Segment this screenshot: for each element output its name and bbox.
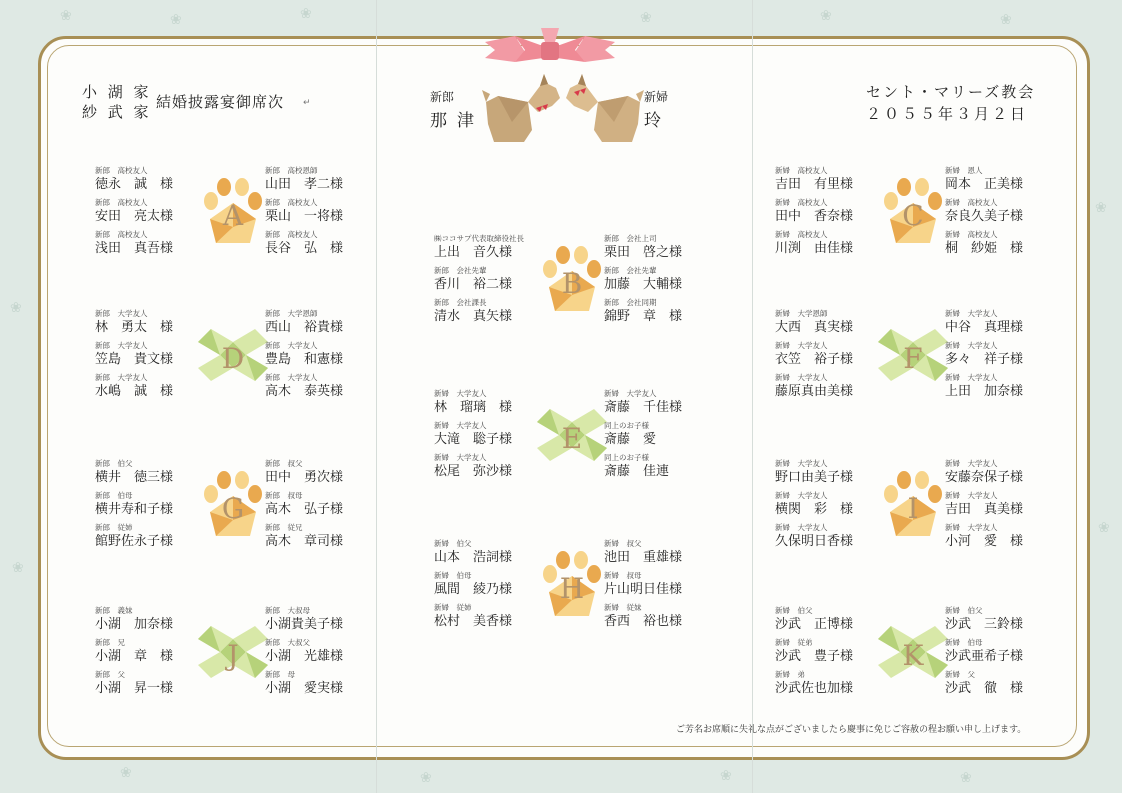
guest-name: 安藤奈保子様 [945, 470, 1024, 485]
table-letter: C [902, 199, 924, 232]
guest-entry [95, 605, 205, 637]
guest-relation: 新婦 伯父 [945, 606, 983, 615]
guest-entry [945, 165, 1055, 197]
paw-pattern-icon: ❀ [820, 8, 832, 24]
guest-entry [434, 452, 544, 484]
paw-pattern-icon: ❀ [170, 12, 182, 28]
guest-entry [265, 605, 375, 637]
paw-pattern-icon: ❀ [12, 560, 24, 576]
guest-relation: 新郎 大叔母 [265, 606, 310, 615]
guest-entry [604, 233, 714, 265]
guest-relation: 新婦 叔母 [604, 571, 642, 580]
guest-entry [945, 197, 1055, 229]
guest-relation: 新婦 弟 [775, 670, 805, 679]
paw-pattern-icon: ❀ [60, 8, 72, 24]
guest-entry [434, 265, 544, 297]
venue-name: セント・マリーズ教会 [866, 83, 1036, 101]
guest-entry [945, 308, 1055, 340]
paw-print-icon [198, 177, 268, 247]
guest-entry [775, 340, 885, 372]
guest-column-right [945, 458, 1055, 554]
guest-relation: 新婦 大学友人 [945, 523, 998, 532]
table-g [95, 458, 375, 568]
guest-name: 田中 勇次様 [265, 470, 344, 485]
guest-name: 松尾 弥沙様 [434, 464, 513, 479]
guest-name: 斎藤 佳連 [604, 464, 670, 479]
guest-entry [945, 605, 1055, 637]
guest-entry [945, 229, 1055, 261]
guest-column-left [95, 165, 205, 261]
guest-name: 桐 紗姫 様 [945, 241, 1024, 256]
guest-relation: 新婦 従妹 [604, 603, 642, 612]
guest-column-right [604, 233, 714, 329]
guest-name: 沙武 正博様 [775, 617, 854, 632]
table-letter: D [221, 342, 245, 375]
diamond-cross-icon [198, 320, 268, 390]
paw-pattern-icon: ❀ [640, 10, 652, 26]
guest-relation: 新郎 大叔父 [265, 638, 310, 647]
guest-name: 小湖貴美子様 [265, 617, 344, 632]
guest-entry [95, 522, 205, 554]
footer-note: ご芳名お席順に失礼な点がございましたら慶事に免じご容赦の程お願い申し上げます。 [676, 725, 1027, 735]
guest-relation: 新婦 大学友人 [775, 341, 828, 350]
diamond-cross-icon [537, 400, 607, 470]
guest-relation: 新郎 叔母 [265, 491, 303, 500]
guest-name: 横井 徳三様 [95, 470, 174, 485]
paw-print-icon [537, 245, 607, 315]
wedding-date: ２０５５年３月２日 [866, 105, 1029, 123]
guest-name: 中谷 真理様 [945, 320, 1024, 335]
guest-entry [775, 308, 885, 340]
guest-name: 山本 浩詞様 [434, 550, 513, 565]
guest-relation: 新婦 父 [945, 670, 975, 679]
guest-entry [604, 570, 714, 602]
guest-name: 沙武亜希子様 [945, 649, 1024, 664]
guest-entry [95, 490, 205, 522]
guest-entry [775, 637, 885, 669]
diamond-cross-icon [198, 617, 268, 687]
guest-entry [434, 570, 544, 602]
guest-relation: 新郎 大学友人 [265, 373, 318, 382]
guest-entry [265, 229, 375, 261]
guest-name: 久保明日香様 [775, 534, 854, 549]
guest-name: 笠島 貴文様 [95, 352, 174, 367]
guest-relation: 新婦 伯母 [434, 571, 472, 580]
guest-entry [775, 490, 885, 522]
bride-family: 紗 武 家 [82, 103, 152, 121]
guest-relation: 新郎 従姉 [95, 523, 133, 532]
guest-relation: 同上のお子様 [604, 453, 649, 462]
guest-column-right [604, 388, 714, 484]
guest-relation: 新婦 大学友人 [434, 421, 487, 430]
guest-column-left [95, 605, 205, 701]
guest-entry [945, 637, 1055, 669]
guest-name: 吉田 有里様 [775, 177, 854, 192]
guest-name: 横井寿和子様 [95, 502, 174, 517]
guest-entry [775, 605, 885, 637]
guest-relation: 新郎 大学友人 [95, 309, 148, 318]
guest-name: 上出 音久様 [434, 245, 513, 260]
paw-pattern-icon: ❀ [300, 6, 312, 22]
guest-entry [945, 340, 1055, 372]
guest-relation: 新郎 高校友人 [95, 230, 148, 239]
guest-column-left [775, 458, 885, 554]
groom-dog-icon [482, 72, 562, 144]
return-mark: ↵ [303, 98, 311, 108]
guest-entry [434, 388, 544, 420]
guest-name: 斎藤 愛 [604, 432, 657, 447]
guest-entry [775, 229, 885, 261]
table-letter: F [903, 342, 923, 375]
guest-name: 香西 裕也様 [604, 614, 683, 629]
guest-column-right [265, 605, 375, 701]
guest-name: 浅田 真吾様 [95, 241, 174, 256]
guest-name: 小湖 昇一様 [95, 681, 174, 696]
guest-entry [95, 372, 205, 404]
guest-relation: 新郎 伯父 [95, 459, 133, 468]
guest-entry [265, 458, 375, 490]
guest-column-left [775, 605, 885, 701]
guest-entry [265, 490, 375, 522]
guest-name: 片山明日佳様 [604, 582, 683, 597]
guest-column-left [434, 538, 544, 634]
guest-entry [945, 669, 1055, 701]
page-divider [752, 0, 753, 793]
guest-name: 沙武 豊子様 [775, 649, 854, 664]
groom-name: 那津 [430, 111, 484, 131]
groom-role: 新郎 [430, 90, 455, 104]
guest-entry [775, 458, 885, 490]
guest-name: 田中 香奈様 [775, 209, 854, 224]
paw-print-icon [878, 177, 948, 247]
table-letter: A [222, 199, 244, 232]
family-names [82, 82, 152, 122]
guest-name: 衣笠 裕子様 [775, 352, 854, 367]
guest-name: 高木 泰英様 [265, 384, 344, 399]
guest-name: 横関 彩 様 [775, 502, 854, 517]
guest-relation: 新郎 高校友人 [95, 198, 148, 207]
guest-relation: 新郎 高校友人 [265, 198, 318, 207]
paw-pattern-icon: ❀ [1098, 520, 1110, 536]
guest-relation: 新婦 従弟 [775, 638, 813, 647]
guest-relation: 新婦 高校友人 [945, 198, 998, 207]
guest-entry [775, 165, 885, 197]
table-letter: E [561, 422, 583, 455]
guest-name: 西山 裕貴様 [265, 320, 344, 335]
guest-name: 栗田 啓之様 [604, 245, 683, 260]
guest-name: 吉田 真美様 [945, 502, 1024, 517]
guest-relation: 新婦 高校友人 [775, 198, 828, 207]
table-a [95, 165, 375, 275]
guest-name: 水嶋 誠 様 [95, 384, 174, 399]
guest-relation: 新婦 従姉 [434, 603, 472, 612]
ribbon-icon [485, 26, 615, 76]
guest-name: 上田 加奈様 [945, 384, 1024, 399]
table-letter: H [559, 572, 585, 605]
guest-entry [95, 165, 205, 197]
guest-entry [265, 308, 375, 340]
paw-pattern-icon: ❀ [1000, 12, 1012, 28]
guest-column-right [265, 308, 375, 404]
guest-entry [604, 602, 714, 634]
guest-relation: 新郎 大学友人 [95, 373, 148, 382]
guest-name: 小湖 加奈様 [95, 617, 174, 632]
guest-entry [265, 669, 375, 701]
guest-name: 清水 真矢様 [434, 309, 513, 324]
guest-entry [604, 388, 714, 420]
guest-entry [945, 522, 1055, 554]
guest-name: 館野佐永子様 [95, 534, 174, 549]
paw-print-icon [198, 470, 268, 540]
guest-entry [604, 452, 714, 484]
guest-relation: 新郎 会社先輩 [604, 266, 657, 275]
guest-relation: 新郎 伯母 [95, 491, 133, 500]
guest-entry [945, 372, 1055, 404]
guest-entry [604, 265, 714, 297]
guest-relation: 新婦 大学友人 [945, 309, 998, 318]
guest-column-left [775, 165, 885, 261]
guest-name: 栗山 一将様 [265, 209, 344, 224]
guest-entry [265, 197, 375, 229]
guest-name: 安田 亮太様 [95, 209, 174, 224]
guest-relation: 新郎 兄 [95, 638, 125, 647]
guest-name: 藤原真由美様 [775, 384, 854, 399]
guest-relation: 新婦 大学友人 [775, 523, 828, 532]
guest-entry [775, 372, 885, 404]
guest-relation: 新郎 義妹 [95, 606, 133, 615]
table-j [95, 605, 375, 715]
guest-column-left [434, 233, 544, 329]
table-c [775, 165, 1055, 275]
guest-column-left [95, 458, 205, 554]
guest-name: 小河 愛 様 [945, 534, 1024, 549]
guest-relation: 新郎 会社先輩 [434, 266, 487, 275]
guest-relation: 新郎 母 [265, 670, 295, 679]
guest-relation: 同上のお子様 [604, 421, 649, 430]
guest-entry [265, 165, 375, 197]
groom-family: 小 湖 家 [82, 83, 152, 101]
table-letter: G [221, 492, 245, 525]
bride-role: 新婦 [644, 90, 669, 104]
table-i [775, 458, 1055, 568]
guest-entry [775, 522, 885, 554]
guest-entry [265, 637, 375, 669]
guest-entry [95, 308, 205, 340]
event-title: 結婚披露宴御席次 [156, 93, 285, 111]
guest-name: 加藤 大輔様 [604, 277, 683, 292]
guest-entry [434, 420, 544, 452]
guest-relation: 新郎 会社上司 [604, 234, 657, 243]
guest-relation: 新婦 恩人 [945, 166, 983, 175]
guest-name: 徳永 誠 様 [95, 177, 174, 192]
guest-entry [604, 538, 714, 570]
guest-name: 高木 弘子様 [265, 502, 344, 517]
guest-relation: 新婦 大学友人 [775, 491, 828, 500]
guest-entry [265, 522, 375, 554]
guest-relation: 新郎 会社同期 [604, 298, 657, 307]
guest-relation: 新婦 大学友人 [434, 389, 487, 398]
paw-pattern-icon: ❀ [420, 770, 432, 786]
paw-print-icon [537, 550, 607, 620]
guest-relation: 新郎 従兄 [265, 523, 303, 532]
guest-relation: 新郎 大学友人 [265, 341, 318, 350]
guest-name: 野口由美子様 [775, 470, 854, 485]
paw-pattern-icon: ❀ [720, 768, 732, 784]
guest-entry [95, 669, 205, 701]
guest-name: 多々 祥子様 [945, 352, 1024, 367]
guest-name: 豊島 和憲様 [265, 352, 344, 367]
paw-pattern-icon: ❀ [960, 770, 972, 786]
guest-name: 沙武 三鈴様 [945, 617, 1024, 632]
guest-relation: 新婦 大学友人 [604, 389, 657, 398]
guest-name: 小湖 章 様 [95, 649, 174, 664]
guest-relation: 新婦 大学友人 [775, 373, 828, 382]
guest-relation: 新婦 大学恩師 [775, 309, 828, 318]
guest-relation: 新婦 伯母 [945, 638, 983, 647]
table-b [434, 233, 714, 343]
guest-relation: 新婦 大学友人 [775, 459, 828, 468]
guest-relation: 新郎 大学恩師 [265, 309, 318, 318]
guest-name: 林 勇太 様 [95, 320, 174, 335]
guest-relation: 新婦 大学友人 [945, 491, 998, 500]
table-h [434, 538, 714, 648]
guest-relation: 新婦 伯父 [434, 539, 472, 548]
guest-column-left [95, 308, 205, 404]
table-e [434, 388, 714, 498]
guest-column-left [434, 388, 544, 484]
guest-entry [265, 340, 375, 372]
guest-entry [434, 538, 544, 570]
guest-entry [945, 490, 1055, 522]
guest-relation: 新郎 大学友人 [95, 341, 148, 350]
guest-relation: 新郎 会社課長 [434, 298, 487, 307]
guest-column-right [604, 538, 714, 634]
guest-relation: 新婦 高校友人 [775, 230, 828, 239]
guest-relation: 新婦 伯父 [775, 606, 813, 615]
guest-relation: 新婦 叔父 [604, 539, 642, 548]
guest-relation: ㈱ココサプ代表取締役社長 [434, 234, 524, 243]
guest-name: 大滝 聡子様 [434, 432, 513, 447]
guest-name: 山田 孝二様 [265, 177, 344, 192]
guest-entry [95, 637, 205, 669]
guest-relation: 新郎 高校友人 [95, 166, 148, 175]
guest-name: 小湖 愛実様 [265, 681, 344, 696]
guest-column-left [775, 308, 885, 404]
diamond-cross-icon [878, 617, 948, 687]
guest-name: 錦野 章 様 [604, 309, 683, 324]
guest-entry [95, 229, 205, 261]
guest-name: 池田 重雄様 [604, 550, 683, 565]
guest-relation: 新婦 高校友人 [945, 230, 998, 239]
guest-name: 岡本 正美様 [945, 177, 1024, 192]
guest-column-right [945, 308, 1055, 404]
paw-pattern-icon: ❀ [1095, 200, 1107, 216]
guest-name: 香川 裕二様 [434, 277, 513, 292]
guest-column-right [945, 605, 1055, 701]
guest-name: 長谷 弘 様 [265, 241, 344, 256]
guest-entry [95, 197, 205, 229]
guest-relation: 新郎 父 [95, 670, 125, 679]
guest-entry [265, 372, 375, 404]
guest-entry [604, 297, 714, 329]
table-letter: B [561, 267, 583, 300]
guest-name: 松村 美香様 [434, 614, 513, 629]
guest-column-right [265, 458, 375, 554]
table-d [95, 308, 375, 418]
guest-name: 奈良久美子様 [945, 209, 1024, 224]
guest-entry [775, 669, 885, 701]
guest-entry [95, 458, 205, 490]
guest-name: 斎藤 千佳様 [604, 400, 683, 415]
guest-entry [434, 233, 544, 265]
bride-name: 玲 [644, 111, 671, 131]
guest-entry [434, 602, 544, 634]
paw-print-icon [878, 470, 948, 540]
guest-name: 小湖 光雄様 [265, 649, 344, 664]
paw-pattern-icon: ❀ [10, 300, 22, 316]
guest-column-right [265, 165, 375, 261]
guest-relation: 新婦 高校友人 [775, 166, 828, 175]
guest-name: 風間 綾乃様 [434, 582, 513, 597]
guest-relation: 新郎 叔父 [265, 459, 303, 468]
guest-entry [604, 420, 714, 452]
guest-entry [775, 197, 885, 229]
guest-relation: 新婦 大学友人 [945, 341, 998, 350]
bride-dog-icon [564, 72, 644, 144]
guest-entry [95, 340, 205, 372]
table-letter: I [907, 492, 919, 525]
guest-entry [945, 458, 1055, 490]
guest-name: 林 瑠璃 様 [434, 400, 513, 415]
table-letter: J [227, 639, 239, 672]
guest-name: 沙武 徹 様 [945, 681, 1024, 696]
guest-name: 沙武佐也加様 [775, 681, 854, 696]
guest-relation: 新婦 大学友人 [945, 373, 998, 382]
table-k [775, 605, 1055, 715]
diamond-cross-icon [878, 320, 948, 390]
guest-relation: 新婦 大学友人 [945, 459, 998, 468]
paw-pattern-icon: ❀ [120, 765, 132, 781]
table-f [775, 308, 1055, 418]
guest-relation: 新婦 大学友人 [434, 453, 487, 462]
table-letter: K [902, 639, 924, 672]
guest-relation: 新郎 高校友人 [265, 230, 318, 239]
guest-name: 高木 章司様 [265, 534, 344, 549]
guest-name: 大西 真実様 [775, 320, 854, 335]
guest-column-right [945, 165, 1055, 261]
page-divider [376, 0, 377, 793]
guest-entry [434, 297, 544, 329]
guest-name: 川渕 由佳様 [775, 241, 854, 256]
guest-relation: 新郎 高校恩師 [265, 166, 318, 175]
